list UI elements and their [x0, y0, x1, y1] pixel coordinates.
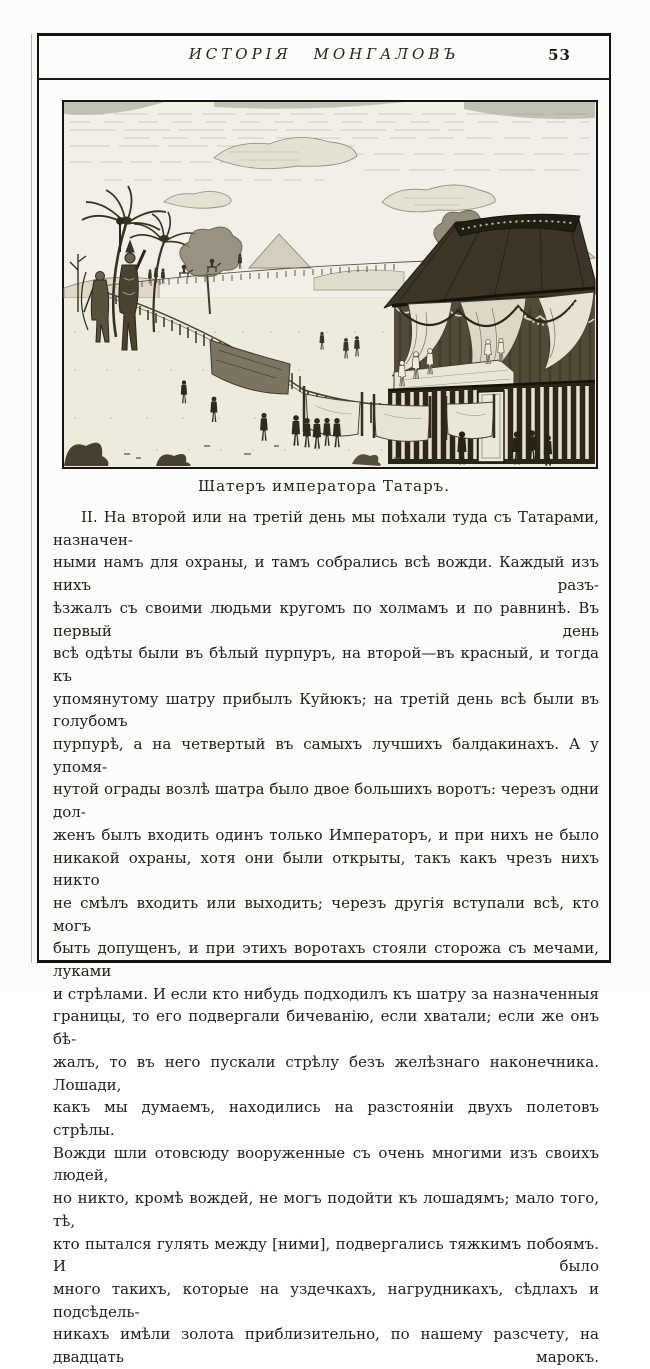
- figure-caption: Шатеръ императора Татаръ.: [198, 477, 450, 495]
- text-line: пурпурѣ, а на четвертый въ самыхъ лучшихъ балдакинахъ. А у упомя-: [53, 735, 599, 776]
- text-line: упомянутому шатру прибылъ Куйюкъ; на третій день всѣ были въ голубомъ: [53, 689, 599, 731]
- text-line: всѣ одѣты были въ бѣлый пурпуръ, на второй—въ красный, и тогда къ: [53, 644, 599, 685]
- page-frame: [37, 33, 611, 1367]
- figure-engraving: [62, 100, 598, 469]
- text-line: какъ мы думаемъ, находились на разстояніи двухъ полетовъ стрѣлы.: [53, 1098, 599, 1139]
- text-line: не смѣлъ входить или выходить; черезъ другія вступали всѣ, кто могъ: [53, 893, 599, 935]
- text-line: жалъ, то въ него пускали стрѣлу безъ желѣзнаго наконечника. Лошади,: [53, 1052, 599, 1094]
- text-line: много такихъ, которые на уздечкахъ, нагрудникахъ, сѣдлахъ и подсѣдель-: [53, 1279, 599, 1321]
- text-line: ными намъ для охраны, и тамъ собрались всѣ вожди. Каждый изъ нихъ разъ-: [53, 553, 599, 595]
- page-number: 53: [548, 46, 571, 64]
- running-head: [39, 45, 609, 75]
- text-line: нутой ограды возлѣ шатра было двое большихъ воротъ: черезъ одни дол-: [53, 780, 599, 822]
- body-paragraph: [53, 506, 599, 1369]
- header-rule: [37, 78, 611, 80]
- text-line: и стрѣлами. И если кто нибудь подходилъ къ шатру за назначенныя: [53, 984, 599, 1003]
- text-line: никакой охраны, хотя они были открыты, такъ какъ чрезъ нихъ никто: [53, 848, 599, 890]
- page-title: ИСТОРІЯ МОНГАЛОВЪ: [188, 45, 460, 63]
- text-line: Вожди шли отовсюду вооруженные съ очень многими изъ своихъ людей,: [53, 1143, 599, 1185]
- text-line: женъ былъ входить одинъ только Императоръ, и при нихъ не было: [53, 825, 599, 844]
- text-line: ѣзжалъ съ своими людьми кругомъ по холмамъ и по равнинѣ. Въ первый день: [53, 598, 599, 640]
- text-line: быть допущенъ, и при этихъ воротахъ стояли сторожа съ мечами, луками: [53, 939, 599, 981]
- scan-edge-line: [31, 34, 32, 963]
- text-line: никахъ имѣли золота приблизительно, по нашему разсчету, на двадцать марокъ.: [53, 1325, 599, 1367]
- text-line: II. На второй или на третій день мы поѣхали туда съ Татарами, назначен-: [53, 508, 599, 549]
- text-line: границы, то его подвергали бичеванію, если хватали; если же онъ бѣ-: [53, 1007, 599, 1049]
- engraving-illustration: [64, 102, 595, 466]
- text-line: кто пытался гулять между [ними], подвергались тяжкимъ побоямъ. И было: [53, 1234, 599, 1276]
- text-line: но никто, кромѣ вождей, не могъ подойти къ лошадямъ; мало того, тѣ,: [53, 1189, 599, 1230]
